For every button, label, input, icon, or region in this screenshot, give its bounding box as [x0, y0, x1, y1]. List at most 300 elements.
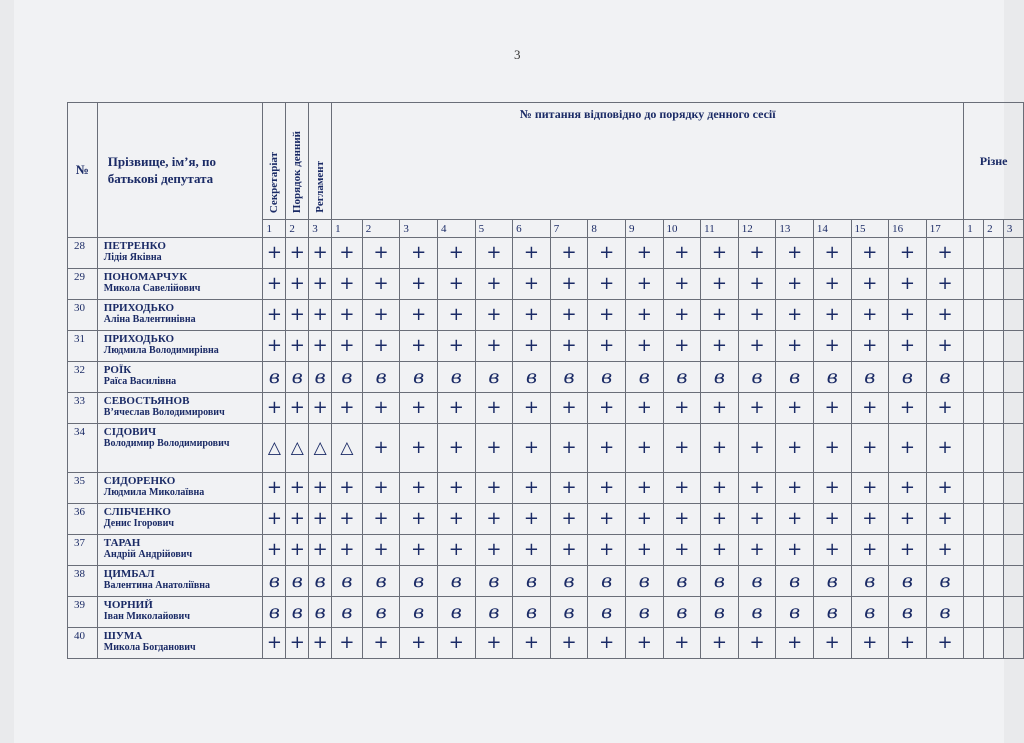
subheader-agenda-9: 9: [625, 220, 663, 238]
vote-mark: в: [851, 597, 889, 628]
vote-mark: +: [263, 535, 286, 566]
table-row: [68, 331, 1024, 362]
vote-mark: +: [625, 424, 663, 473]
vote-mark: +: [813, 424, 851, 473]
vote-mark: +: [475, 393, 513, 424]
vote-mark: +: [263, 269, 286, 300]
vote-mark: +: [625, 504, 663, 535]
row-number: 40: [68, 628, 98, 659]
vote-mark: +: [813, 331, 851, 362]
vote-mark: +: [362, 473, 400, 504]
vote-mark: +: [309, 331, 332, 362]
vote-mark: +: [663, 393, 701, 424]
vote-mark: +: [926, 424, 964, 473]
deputy-surname: СИДОРЕНКО: [103, 475, 176, 487]
header-deputy-name: [97, 103, 263, 238]
vote-mark: +: [926, 628, 964, 659]
row-number: 39: [68, 597, 98, 628]
misc-vote-cell: [984, 535, 1004, 566]
vote-mark: в: [738, 566, 776, 597]
row-number: 33: [68, 393, 98, 424]
vote-mark: △: [309, 424, 332, 473]
misc-vote-cell: [964, 504, 984, 535]
vote-mark: +: [889, 424, 927, 473]
table-row: [68, 473, 1024, 504]
vote-mark: +: [588, 628, 626, 659]
vote-mark: +: [362, 628, 400, 659]
vote-mark: +: [701, 269, 739, 300]
vote-mark: +: [550, 504, 588, 535]
subheader-agenda-10: 10: [663, 220, 701, 238]
vote-mark: +: [513, 393, 551, 424]
vote-mark: в: [550, 597, 588, 628]
misc-vote-cell: [964, 362, 984, 393]
subheader-procedural-1: 1: [263, 220, 286, 238]
vote-mark: в: [663, 362, 701, 393]
misc-vote-cell: [1003, 269, 1023, 300]
vote-mark: в: [362, 597, 400, 628]
vote-mark: +: [332, 393, 363, 424]
deputy-surname: ЦИМБАЛ: [103, 568, 155, 580]
vote-mark: +: [738, 393, 776, 424]
vote-mark: +: [475, 628, 513, 659]
deputy-name-cell: [97, 628, 263, 659]
vote-mark: +: [550, 238, 588, 269]
deputy-surname: ШУМА: [103, 630, 143, 642]
vote-mark: +: [889, 269, 927, 300]
subheader-agenda-16: 16: [889, 220, 927, 238]
vote-mark: +: [738, 238, 776, 269]
vote-mark: +: [309, 269, 332, 300]
misc-vote-cell: [984, 269, 1004, 300]
misc-vote-cell: [984, 300, 1004, 331]
vote-mark: +: [309, 238, 332, 269]
vote-mark: в: [625, 362, 663, 393]
vote-mark: +: [400, 504, 438, 535]
vote-mark: +: [309, 473, 332, 504]
vote-mark: +: [701, 238, 739, 269]
vote-mark: +: [437, 238, 475, 269]
vote-mark: +: [776, 535, 814, 566]
vote-mark: +: [362, 269, 400, 300]
vote-mark: в: [309, 362, 332, 393]
vote-mark: в: [332, 597, 363, 628]
vote-mark: +: [701, 535, 739, 566]
vote-mark: в: [362, 566, 400, 597]
vote-mark: +: [263, 628, 286, 659]
vote-mark: в: [813, 566, 851, 597]
misc-vote-cell: [964, 566, 984, 597]
vote-mark: +: [851, 473, 889, 504]
vote-mark: в: [701, 597, 739, 628]
vote-mark: +: [851, 504, 889, 535]
subheader-agenda-3: 3: [400, 220, 438, 238]
vote-mark: +: [362, 331, 400, 362]
vote-mark: +: [776, 269, 814, 300]
vote-mark: +: [926, 393, 964, 424]
vote-mark: +: [813, 300, 851, 331]
vote-mark: +: [625, 331, 663, 362]
misc-vote-cell: [1003, 393, 1023, 424]
vote-mark: +: [286, 393, 309, 424]
vote-mark: +: [475, 504, 513, 535]
misc-vote-cell: [984, 566, 1004, 597]
vote-mark: +: [513, 269, 551, 300]
table-row: [68, 393, 1024, 424]
vote-mark: в: [437, 566, 475, 597]
vote-mark: +: [813, 269, 851, 300]
subheader-agenda-17: 17: [926, 220, 964, 238]
misc-vote-cell: [1003, 535, 1023, 566]
vote-mark: +: [813, 535, 851, 566]
deputy-given-names: Денис Ігорович: [103, 518, 174, 529]
vote-mark: +: [550, 393, 588, 424]
vote-mark: +: [263, 393, 286, 424]
vote-mark: +: [400, 331, 438, 362]
header-misc: Різне: [964, 103, 1024, 220]
misc-vote-cell: [964, 331, 984, 362]
vote-mark: в: [550, 566, 588, 597]
vote-mark: +: [475, 300, 513, 331]
vote-mark: в: [926, 566, 964, 597]
misc-vote-cell: [1003, 424, 1023, 473]
header-agenda-items: № питання відповідно до порядку денного сесії: [332, 103, 964, 220]
table-row: [68, 597, 1024, 628]
vote-mark: +: [889, 331, 927, 362]
vote-mark: в: [263, 597, 286, 628]
misc-vote-cell: [1003, 504, 1023, 535]
vote-mark: +: [362, 238, 400, 269]
misc-vote-cell: [984, 393, 1004, 424]
misc-vote-cell: [964, 393, 984, 424]
vote-mark: +: [813, 628, 851, 659]
vote-mark: +: [550, 269, 588, 300]
vote-mark: +: [813, 393, 851, 424]
vote-mark: +: [437, 300, 475, 331]
vote-mark: в: [263, 566, 286, 597]
vote-mark: в: [400, 362, 438, 393]
vote-mark: в: [776, 362, 814, 393]
vote-mark: +: [332, 238, 363, 269]
vote-mark: +: [400, 424, 438, 473]
vote-mark: +: [889, 628, 927, 659]
subheader-agenda-8: 8: [588, 220, 626, 238]
vote-mark: +: [332, 269, 363, 300]
vote-mark: +: [889, 535, 927, 566]
table-row: [68, 535, 1024, 566]
vote-mark: +: [926, 504, 964, 535]
vote-mark: +: [286, 504, 309, 535]
vote-mark: в: [625, 597, 663, 628]
row-number: 29: [68, 269, 98, 300]
header-agenda-order-text: Порядок денний: [291, 130, 304, 213]
subheader-procedural-3: 3: [309, 220, 332, 238]
deputy-name-cell: [97, 597, 263, 628]
deputy-surname: ПЕТРЕНКО: [103, 240, 166, 252]
deputy-name-cell: [97, 238, 263, 269]
vote-mark: в: [738, 597, 776, 628]
vote-mark: +: [926, 535, 964, 566]
vote-mark: +: [332, 300, 363, 331]
subheader-agenda-2: 2: [362, 220, 400, 238]
vote-mark: в: [889, 566, 927, 597]
vote-mark: +: [625, 393, 663, 424]
vote-mark: +: [437, 393, 475, 424]
vote-mark: +: [625, 473, 663, 504]
vote-mark: в: [926, 597, 964, 628]
misc-vote-cell: [1003, 362, 1023, 393]
vote-mark: +: [437, 269, 475, 300]
deputy-given-names: Андрій Андрійович: [103, 549, 193, 560]
vote-mark: +: [513, 473, 551, 504]
deputy-surname: СЛІБЧЕНКО: [103, 506, 171, 518]
voting-table: [67, 102, 1024, 659]
subheader-agenda-5: 5: [475, 220, 513, 238]
vote-mark: +: [776, 331, 814, 362]
vote-mark: +: [813, 473, 851, 504]
vote-mark: в: [588, 566, 626, 597]
vote-mark: +: [286, 628, 309, 659]
table-row: [68, 300, 1024, 331]
vote-mark: +: [362, 535, 400, 566]
vote-mark: +: [776, 473, 814, 504]
row-number: 32: [68, 362, 98, 393]
vote-mark: +: [701, 393, 739, 424]
misc-vote-cell: [1003, 238, 1023, 269]
subheader-agenda-14: 14: [813, 220, 851, 238]
deputy-given-names: Раїса Василівна: [103, 376, 177, 387]
vote-mark: +: [286, 331, 309, 362]
vote-mark: +: [701, 424, 739, 473]
misc-vote-cell: [964, 238, 984, 269]
misc-vote-cell: [1003, 300, 1023, 331]
vote-mark: +: [513, 300, 551, 331]
subheader-agenda-15: 15: [851, 220, 889, 238]
misc-vote-cell: [984, 504, 1004, 535]
vote-mark: +: [513, 504, 551, 535]
row-number: 37: [68, 535, 98, 566]
vote-mark: +: [475, 331, 513, 362]
vote-mark: +: [663, 300, 701, 331]
deputy-given-names: Микола Савелійович: [103, 283, 201, 294]
vote-mark: +: [663, 504, 701, 535]
deputy-name-cell: [97, 300, 263, 331]
misc-vote-cell: [1003, 628, 1023, 659]
vote-mark: +: [400, 473, 438, 504]
misc-vote-cell: [964, 628, 984, 659]
subheader-misc-3: 3: [1003, 220, 1023, 238]
subheader-agenda-13: 13: [776, 220, 814, 238]
misc-vote-cell: [964, 300, 984, 331]
vote-mark: +: [663, 238, 701, 269]
vote-mark: +: [776, 238, 814, 269]
vote-mark: +: [513, 535, 551, 566]
vote-mark: +: [776, 628, 814, 659]
vote-mark: +: [701, 473, 739, 504]
vote-mark: +: [926, 331, 964, 362]
vote-mark: +: [588, 473, 626, 504]
subheader-agenda-12: 12: [738, 220, 776, 238]
vote-mark: в: [332, 566, 363, 597]
vote-mark: +: [851, 393, 889, 424]
vote-mark: в: [776, 566, 814, 597]
misc-vote-cell: [984, 597, 1004, 628]
vote-mark: +: [362, 393, 400, 424]
vote-mark: в: [889, 362, 927, 393]
deputy-given-names: Людмила Володимирівна: [103, 345, 219, 356]
table-row: [68, 238, 1024, 269]
vote-mark: +: [738, 535, 776, 566]
page-number: 3: [514, 47, 521, 62]
subheader-misc-2: 2: [984, 220, 1004, 238]
vote-mark: +: [286, 535, 309, 566]
vote-mark: в: [625, 566, 663, 597]
misc-vote-cell: [964, 269, 984, 300]
deputy-name-cell: [97, 566, 263, 597]
vote-mark: +: [286, 300, 309, 331]
deputy-surname: ТАРАН: [103, 537, 141, 549]
vote-mark: +: [309, 535, 332, 566]
vote-mark: +: [588, 300, 626, 331]
vote-mark: +: [738, 628, 776, 659]
vote-mark: +: [738, 504, 776, 535]
deputy-surname: СЕВОСТЬЯНОВ: [103, 395, 190, 407]
vote-mark: +: [286, 473, 309, 504]
deputy-given-names: Іван Миколайович: [103, 611, 190, 622]
deputy-surname: СІДОВИЧ: [103, 426, 157, 438]
row-number: 30: [68, 300, 98, 331]
vote-mark: в: [309, 566, 332, 597]
table-row: [68, 566, 1024, 597]
vote-mark: +: [332, 535, 363, 566]
header-agenda-order: [286, 103, 309, 220]
deputy-surname: ПОНОМАРЧУК: [103, 271, 188, 283]
table-row: [68, 504, 1024, 535]
vote-mark: +: [889, 300, 927, 331]
vote-mark: в: [286, 362, 309, 393]
vote-mark: +: [332, 331, 363, 362]
vote-mark: +: [851, 628, 889, 659]
vote-mark: в: [550, 362, 588, 393]
vote-mark: +: [332, 473, 363, 504]
vote-mark: в: [362, 362, 400, 393]
vote-mark: в: [776, 597, 814, 628]
misc-vote-cell: [1003, 566, 1023, 597]
vote-mark: +: [400, 393, 438, 424]
deputy-name-cell: [97, 269, 263, 300]
deputy-given-names: Микола Богданович: [103, 642, 196, 653]
row-number: 31: [68, 331, 98, 362]
vote-mark: +: [437, 331, 475, 362]
vote-mark: +: [663, 535, 701, 566]
vote-mark: в: [513, 566, 551, 597]
vote-mark: в: [309, 597, 332, 628]
vote-mark: +: [738, 424, 776, 473]
subheader-agenda-11: 11: [701, 220, 739, 238]
vote-mark: +: [738, 331, 776, 362]
vote-mark: в: [663, 566, 701, 597]
vote-mark: +: [776, 393, 814, 424]
vote-mark: в: [588, 362, 626, 393]
row-number: 38: [68, 566, 98, 597]
vote-mark: +: [400, 535, 438, 566]
vote-mark: +: [513, 238, 551, 269]
vote-mark: +: [588, 393, 626, 424]
vote-mark: в: [926, 362, 964, 393]
vote-mark: +: [286, 269, 309, 300]
table-row: [68, 269, 1024, 300]
vote-mark: +: [475, 424, 513, 473]
header-deputy-name-text: Прізвище, ім’я, по батькові депутата: [107, 154, 217, 186]
vote-mark: +: [776, 300, 814, 331]
vote-mark: +: [513, 628, 551, 659]
subheader-misc-1: 1: [964, 220, 984, 238]
vote-mark: +: [588, 535, 626, 566]
vote-mark: +: [663, 269, 701, 300]
vote-mark: +: [550, 300, 588, 331]
vote-mark: в: [851, 566, 889, 597]
vote-mark: +: [701, 300, 739, 331]
deputy-surname: ПРИХОДЬКО: [103, 333, 175, 345]
vote-mark: +: [475, 535, 513, 566]
vote-mark: +: [550, 473, 588, 504]
subheader-procedural-2: 2: [286, 220, 309, 238]
misc-vote-cell: [964, 597, 984, 628]
deputy-surname: ЧОРНИЙ: [103, 599, 153, 611]
vote-mark: в: [701, 566, 739, 597]
vote-mark: +: [701, 331, 739, 362]
misc-vote-cell: [984, 628, 1004, 659]
deputy-surname: РОЇК: [103, 364, 132, 376]
misc-vote-cell: [1003, 597, 1023, 628]
subheader-agenda-6: 6: [513, 220, 551, 238]
vote-mark: в: [400, 566, 438, 597]
row-number: 34: [68, 424, 98, 473]
vote-mark: в: [813, 597, 851, 628]
row-number: 35: [68, 473, 98, 504]
vote-mark: +: [776, 504, 814, 535]
vote-mark: +: [625, 535, 663, 566]
vote-mark: △: [263, 424, 286, 473]
vote-mark: в: [889, 597, 927, 628]
vote-mark: +: [309, 504, 332, 535]
vote-mark: +: [588, 269, 626, 300]
vote-mark: в: [332, 362, 363, 393]
vote-mark: +: [475, 269, 513, 300]
vote-mark: +: [263, 473, 286, 504]
deputy-given-names: Людмила Миколаївна: [103, 487, 205, 498]
vote-mark: +: [926, 473, 964, 504]
vote-mark: в: [286, 597, 309, 628]
subheader-agenda-1: 1: [332, 220, 363, 238]
vote-mark: +: [889, 238, 927, 269]
subheader-agenda-7: 7: [550, 220, 588, 238]
vote-mark: △: [332, 424, 363, 473]
table-row: [68, 424, 1024, 473]
vote-mark: +: [437, 424, 475, 473]
header-number: №: [68, 103, 98, 238]
misc-vote-cell: [984, 362, 1004, 393]
vote-mark: в: [400, 597, 438, 628]
deputy-name-cell: [97, 473, 263, 504]
vote-mark: +: [813, 504, 851, 535]
header-secretariat: [263, 103, 286, 220]
vote-mark: +: [663, 473, 701, 504]
vote-mark: в: [475, 362, 513, 393]
misc-vote-cell: [964, 424, 984, 473]
vote-mark: +: [309, 300, 332, 331]
vote-mark: +: [889, 504, 927, 535]
